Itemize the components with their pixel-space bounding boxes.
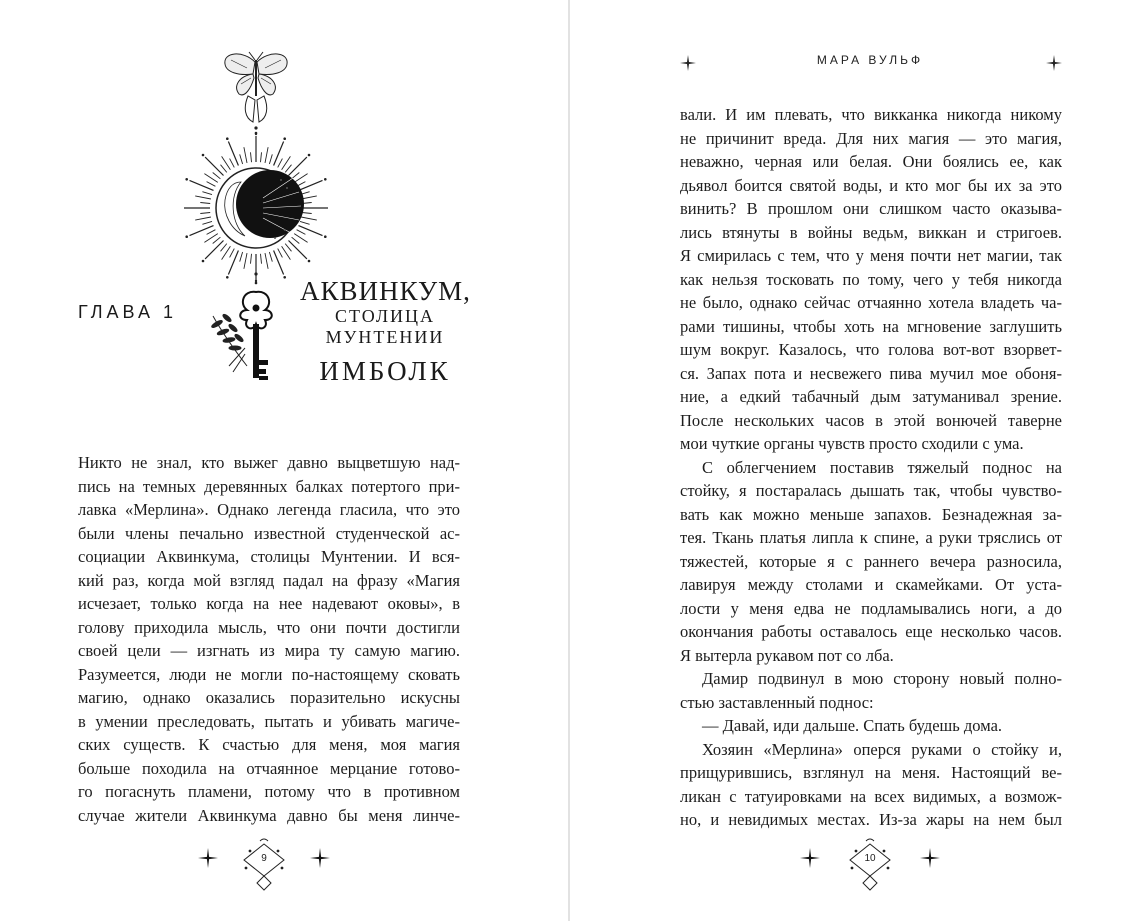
sparkle-icon [920,848,940,868]
text-line: го погаснуть пламени, потому что в противном [78,782,460,801]
text-line: Разумеется, люди не могли по-настоящему сковать [78,664,460,684]
text-line: ских существ. К счастью для меня, моя магия [78,735,460,754]
text-line: лись втянуты в войны ведьм, виккан и стригоев. [680,222,1062,242]
text-line: кий раз, когда мой взгляд падал на фразу «Магия [78,570,460,590]
running-head: МАРА ВУЛЬФ [816,53,924,67]
text-line: лавка «Мерлина». Однако легенда гласила, что это [78,500,460,519]
sparkle-icon [1046,55,1062,71]
text-line: пись на темных деревянных балках потертого при- [78,476,460,496]
sparkle-icon [680,55,696,71]
text-line: ликан с татуировками на всех видимых, а возмож- [680,786,1062,806]
text-line: шум вокруг. Казалось, что голова вот-вот взорвет- [680,340,1062,359]
sparkle-icon [800,848,820,868]
text-line: не было, однако сейчас отчаянно хотела владеть ча- [680,293,1062,312]
text-line: неважно, черная или белая. Они боялись ее, как [680,152,1062,171]
text-line: Я вытерла рукавом пот со лба. [680,645,894,665]
folio-ornament-icon [244,839,284,890]
text-line: стью заставленный поднос: [680,692,874,712]
chapter-number: ГЛАВА 1 [78,302,177,322]
sparkle-icon [198,848,218,868]
text-line: вать как можно меньше запахов. Безнадежная за- [680,504,1062,524]
text-line: мои чуткие органы чувств просто сходили с ума. [680,434,1024,453]
chapter-subtitle: ИМБОЛК [319,356,451,386]
text-line: рами тишины, чтобы хоть на мгновение заглушить [680,316,1062,336]
body-text [680,103,1062,832]
text-line: После нескольких часов в этой вонючей таверне [680,410,1062,430]
text-line: прищурившись, взглянул на меня. Настоящий ве- [680,763,1062,782]
text-line: тея. Ткань платья липла к спине, а руки тряслись от [680,528,1062,547]
text-line: магию, однако оказались поразительно искусны [78,688,460,707]
text-line: дьявол боится святой воды, и кто мог бы их за это [680,175,1062,195]
text-line: Никто не знал, кто выжег давно выцветшую над- [78,453,460,472]
text-line: больше походила на отчаянное мерцание готово- [78,758,460,778]
chapter-title-line: АКВИНКУМ, [300,276,471,306]
text-line: Дамир подвинул в мою сторону новый полно- [702,669,1062,688]
sparkle-icon [310,848,330,868]
text-line: Хозяин «Мерлина» оперся руками о стойку и, [702,739,1062,759]
page-number: 10 [864,853,876,864]
hands-icon [245,96,266,122]
butterfly-icon [225,52,287,96]
text-line: социации Аквинкума, столицы Мунтении. И вся- [78,547,460,566]
chapter-title-line: СТОЛИЦА [334,306,436,326]
text-line: не причинит вреда. Для них магия — это магия, [680,128,1062,148]
text-line: своей цели — изгнать из мира ту самую магию. [78,641,460,660]
key-icon [240,292,272,380]
text-line: исчезает, только когда на нее надевают оковы», в [78,594,460,613]
text-line: винить? В прошлом они слишком часто оказыва- [680,199,1062,218]
text-line: — Давай, иди дальше. Спать будешь дома. [702,716,1003,735]
text-line: были члены печально известной студенческой ас- [78,523,460,543]
text-line: голову приходила мысль, что они почти достигли [78,617,460,637]
text-line: в умении преследовать, пытать и убивать магиче- [78,711,460,731]
left-page [0,0,568,921]
chapter-title-line: МУНТЕНИИ [325,327,445,347]
text-line: ся. Запах пота и несвежего пива мучил мое обоня- [680,363,1062,383]
text-line: лости у меня едва не подламывались ноги, а до [680,598,1062,618]
page-folio [164,838,364,894]
text-line: как нельзя тосковать по тому, чего у тебя никогда [680,269,1062,289]
text-line: С облегчением поставив тяжелый поднос на [702,457,1062,477]
text-line: ние, а едкий табачный дым затуманивал зрение. [680,387,1062,406]
text-line: окончания работы оставалось еще несколько часов. [680,622,1062,641]
text-line: лавируя между столами и скамейками. От уста- [680,575,1062,594]
crescent-moon-icon [216,168,309,248]
text-line: Я смирилась с тем, что у меня почти нет магии, так [680,246,1062,265]
text-line: тяжестей, которые я с раннего вечера разносила, [680,551,1062,571]
folio-ornament-icon [850,839,890,890]
text-line: стойку, я постаралась дышать так, чтобы чувство- [680,481,1062,500]
page-number: 9 [261,853,267,864]
fern-icon [211,313,247,372]
text-line: но, и невидимых местах. Из-за жары на нем был [680,810,1062,829]
page-folio [770,838,970,894]
body-text [78,451,460,827]
right-page [570,0,1138,921]
text-line: случае жители Аквинкума давно бы меня линче- [78,805,460,825]
text-line: вали. И им плевать, что викканка никогда никому [680,105,1062,124]
